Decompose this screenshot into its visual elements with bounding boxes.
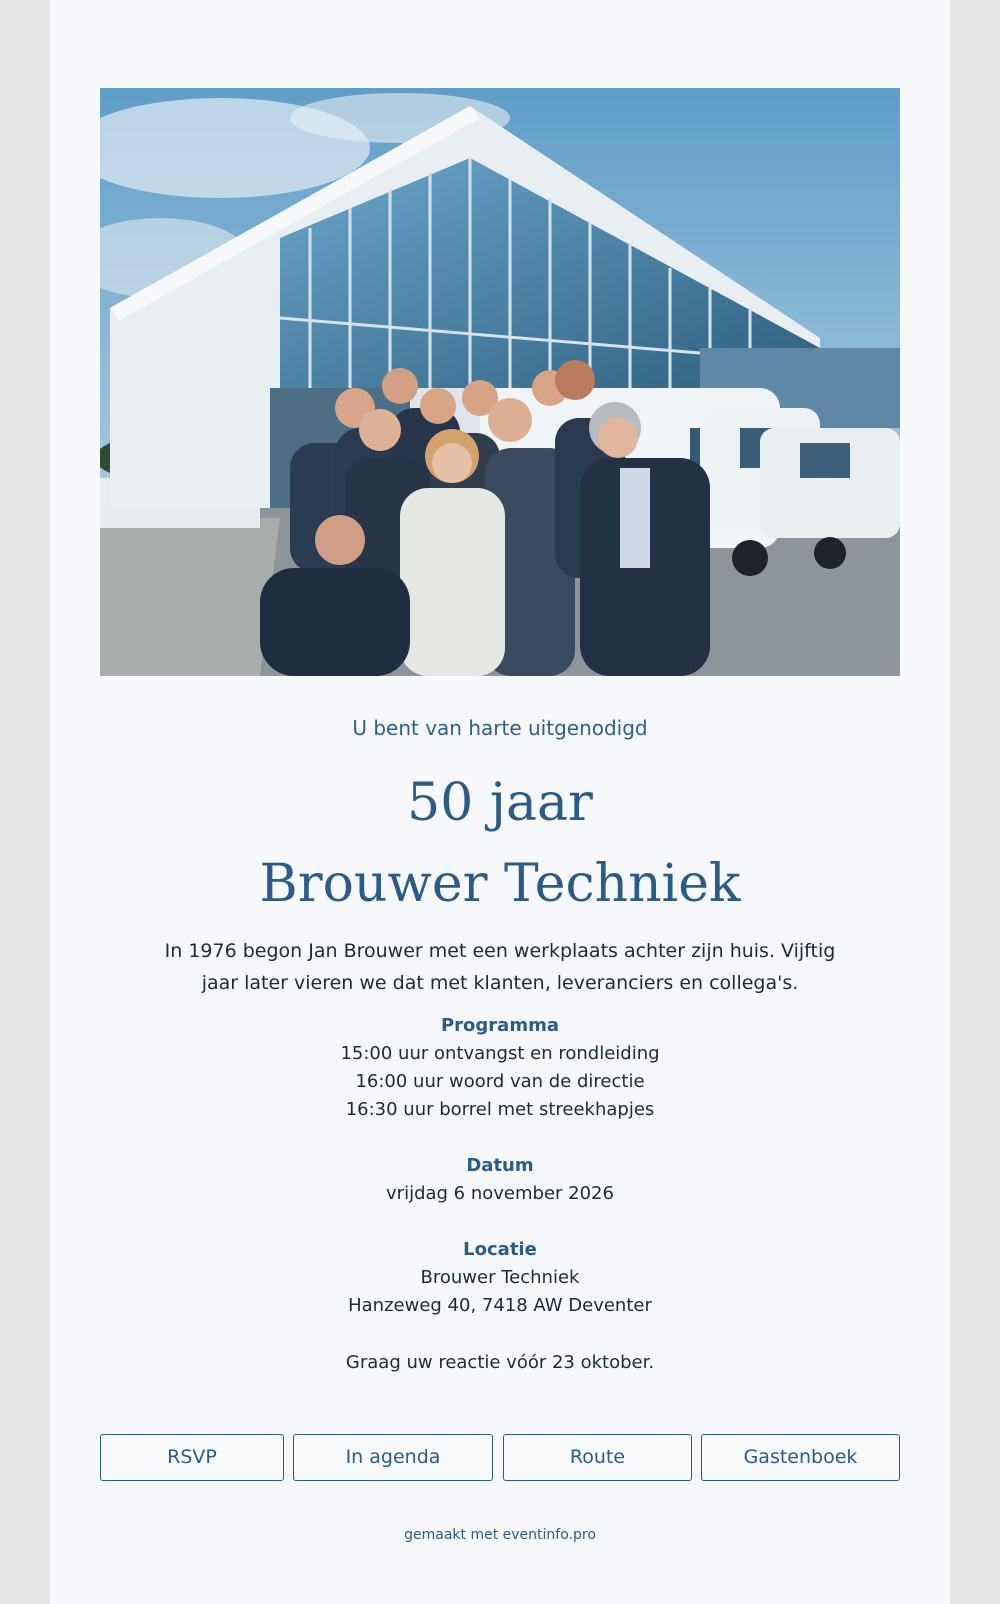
location-label: Locatie	[463, 1239, 537, 1260]
route-button[interactable]: Route	[503, 1434, 692, 1481]
invitation-card	[50, 0, 950, 1604]
guestbook-button[interactable]: Gastenboek	[701, 1434, 900, 1481]
team-building-photo	[100, 88, 900, 676]
rsvp-button[interactable]: RSVP	[100, 1434, 284, 1481]
add-to-calendar-button[interactable]: In agenda	[293, 1434, 493, 1481]
date-value: vrijdag 6 november 2026	[386, 1183, 614, 1204]
program-item: 16:30 uur borrel met streekhapjes	[345, 1099, 655, 1120]
date-label: Datum	[466, 1155, 534, 1176]
footer-credit-link[interactable]: gemaakt met eventinfo.pro	[404, 1527, 596, 1543]
location-address: Hanzeweg 40, 7418 AW Deventer	[348, 1295, 652, 1316]
program-label: Programma	[440, 1015, 559, 1036]
header-photo	[100, 88, 900, 676]
location-name: Brouwer Techniek	[420, 1267, 580, 1288]
invite-intro: U bent van harte uitgenodigd	[352, 716, 648, 740]
action-buttons	[100, 1434, 900, 1481]
location-section	[50, 1236, 950, 1320]
event-title-line-2: Brouwer Techniek	[259, 854, 741, 914]
event-description: In 1976 begon Jan Brouwer met een werkplaats achter zijn huis. Vijftig jaar later vieren we dat met klanten, leveranciers en collega's.	[164, 940, 836, 994]
program-item: 16:00 uur woord van de directie	[355, 1071, 645, 1092]
date-section	[50, 1152, 950, 1208]
program-item: 15:00 uur ontvangst en rondleiding	[340, 1043, 660, 1064]
reply-note: Graag uw reactie vóór 23 oktober.	[345, 1352, 655, 1373]
program-section	[50, 1012, 950, 1124]
event-title-line-1: 50 jaar	[407, 773, 593, 833]
